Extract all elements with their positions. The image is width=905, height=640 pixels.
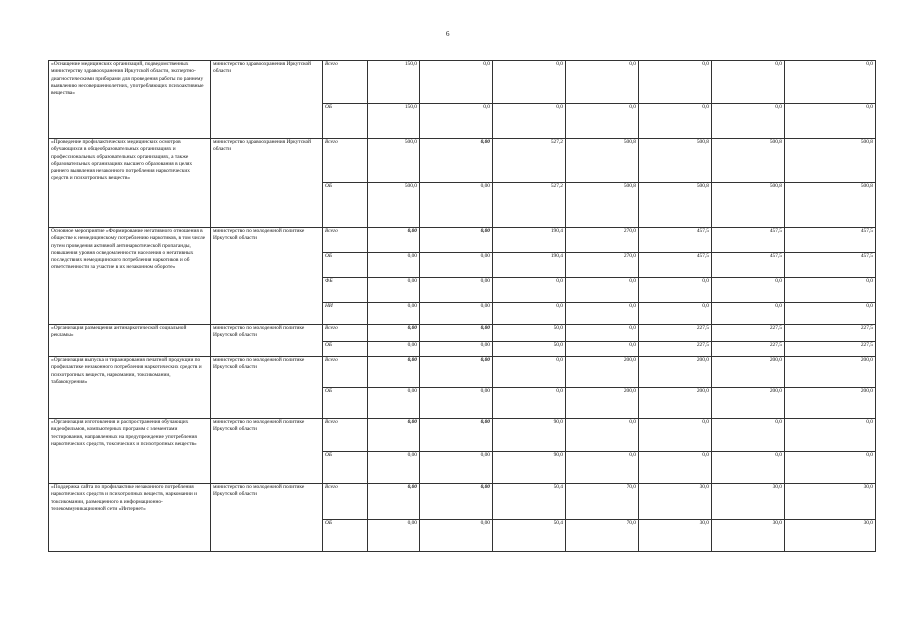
value-cell: 227,5 [712,325,785,342]
value-cell: 0,0 [566,61,639,104]
value-cell: 150,0 [368,61,420,104]
value-cell: 457,5 [712,228,785,253]
value-cell: 0,00 [368,484,420,520]
value-cell: 0,00 [368,325,420,342]
value-cell: 0,00 [420,342,493,357]
activity-description: Основное мероприятие «Формирование негативного отношения в обществе к немедицинскому потреблению наркотиков, в том числе путем проведения активной антинаркотической пропаганды, повышения уровня осведомленности населения о негативных последствиях немедицинского потребления наркотиков и об ответственности за участие в их незаконном обороте» [49,228,211,325]
value-cell: 200,0 [785,357,876,388]
value-cell: 0,00 [420,484,493,520]
value-cell: 0,0 [712,419,785,452]
value-cell: 0,0 [639,61,712,104]
value-cell: 0,00 [420,357,493,388]
value-cell: 0,00 [420,183,493,228]
value-cell: 0,0 [639,303,712,325]
funding-source: НИ [323,303,368,325]
value-cell: 0,00 [368,278,420,303]
value-cell: 0,00 [420,388,493,419]
executor-cell: министерство по молодежной политике Иркутской области [211,419,323,484]
value-cell: 0,0 [420,61,493,104]
value-cell: 200,0 [566,388,639,419]
value-cell: 0,00 [368,388,420,419]
value-cell: 0,0 [785,419,876,452]
value-cell: 30,0 [712,520,785,552]
activity-description: «Оснащение медицинских организаций, подведомственных министерству здравоохранения Иркутской области, экспертно-диагностическими приборами для проведения работы по раннему выявлению несовершеннолетних, употребляющих психоактивные вещества» [49,61,211,139]
value-cell: 0,0 [493,278,566,303]
value-cell: 227,5 [639,342,712,357]
value-cell: 200,0 [712,388,785,419]
value-cell: 227,5 [785,342,876,357]
value-cell: 500,8 [712,183,785,228]
budget-table [48,60,876,552]
value-cell: 0,00 [420,419,493,452]
executor-cell: министерство по молодежной политике Иркутской области [211,325,323,357]
executor-cell: министерство здравоохранения Иркутской области [211,61,323,139]
activity-description: «Поддержка сайта по профилактике незаконного потребления наркотических средств и психотропных веществ, наркомании и токсикомании, размещенного в информационно-телекоммуникационной сети «Интернет» [49,484,211,552]
value-cell: 70,0 [566,484,639,520]
value-cell: 50,4 [493,484,566,520]
value-cell: 500,8 [785,183,876,228]
funding-source: ОБ [323,183,368,228]
value-cell: 227,5 [712,342,785,357]
value-cell: 0,00 [368,419,420,452]
activity-description: «Организация изготовления и распространения обучающих видеофильмов, компьютерных программ с элементами тестирования, направленных на предупреждение употребления наркотических средств, токсических и психотропных веществ» [49,419,211,484]
value-cell: 270,0 [566,253,639,278]
value-cell: 200,0 [639,357,712,388]
value-cell: 0,0 [785,61,876,104]
value-cell: 500,0 [368,183,420,228]
value-cell: 0,0 [639,452,712,484]
funding-source: ФБ [323,278,368,303]
funding-source: ОБ [323,104,368,139]
table-row [49,484,876,520]
value-cell: 457,5 [785,228,876,253]
value-cell: 0,0 [566,278,639,303]
value-cell: 457,5 [639,228,712,253]
value-cell: 527,2 [493,183,566,228]
value-cell: 0,0 [712,104,785,139]
value-cell: 0,0 [639,104,712,139]
value-cell: 30,0 [639,484,712,520]
value-cell: 50,0 [493,325,566,342]
value-cell: 457,5 [712,253,785,278]
value-cell: 50,4 [493,520,566,552]
value-cell: 0,00 [420,520,493,552]
value-cell: 90,0 [493,452,566,484]
value-cell: 200,0 [785,388,876,419]
value-cell: 0,0 [712,61,785,104]
funding-source: ОБ [323,452,368,484]
table-row [49,357,876,388]
activity-description: «Проведение профилактических медицинских осмотров обучающихся в общеобразовательных организациях и профессиональных образовательных организациях, а также образовательных организациях высшего образования в целях раннего выявления незаконного потребления наркотических средств и психотропных веществ» [49,139,211,228]
funding-source: Всего [323,357,368,388]
table-row [49,139,876,183]
value-cell: 150,0 [368,104,420,139]
value-cell: 0,0 [712,278,785,303]
value-cell: 0,0 [785,452,876,484]
value-cell: 90,0 [493,419,566,452]
value-cell: 500,0 [368,139,420,183]
value-cell: 200,0 [566,357,639,388]
value-cell: 190,4 [493,228,566,253]
value-cell: 0,0 [493,61,566,104]
funding-source: Всего [323,325,368,342]
value-cell: 0,0 [566,325,639,342]
value-cell: 0,00 [420,253,493,278]
value-cell: 0,0 [566,104,639,139]
value-cell: 457,5 [785,253,876,278]
value-cell: 0,00 [368,303,420,325]
value-cell: 0,00 [420,325,493,342]
activity-description: «Организация выпуска и тиражирования печатной продукции по профилактике незаконного потребления наркотических средств и психотропных веществ, наркомании, токсикомании, табакокурения» [49,357,211,419]
value-cell: 0,0 [493,357,566,388]
value-cell: 527,2 [493,139,566,183]
executor-cell: министерство по молодежной политике Иркутской области [211,357,323,419]
value-cell: 500,8 [639,183,712,228]
value-cell: 0,00 [368,253,420,278]
value-cell: 200,0 [712,357,785,388]
value-cell: 500,8 [785,139,876,183]
value-cell: 0,0 [712,452,785,484]
value-cell: 0,0 [712,303,785,325]
value-cell: 0,0 [785,104,876,139]
value-cell: 0,00 [420,278,493,303]
table-row [49,325,876,342]
value-cell: 50,0 [493,342,566,357]
value-cell: 0,00 [368,520,420,552]
funding-source: Всего [323,484,368,520]
value-cell: 30,0 [785,484,876,520]
executor-cell: министерство по молодежной политике Иркутской области [211,484,323,552]
value-cell: 0,0 [566,303,639,325]
value-cell: 0,00 [420,139,493,183]
activity-description: «Организация размещения антинаркотической социальной рекламы» [49,325,211,357]
value-cell: 0,0 [420,104,493,139]
value-cell: 0,0 [493,303,566,325]
value-cell: 190,4 [493,253,566,278]
funding-source: Всего [323,419,368,452]
funding-source: Всего [323,228,368,253]
funding-source: ОБ [323,520,368,552]
funding-source: ОБ [323,253,368,278]
table-row [49,61,876,104]
funding-source: ОБ [323,342,368,357]
value-cell: 0,00 [368,357,420,388]
value-cell: 0,0 [566,419,639,452]
page-number: 6 [446,30,450,38]
table-body [49,61,876,552]
value-cell: 0,0 [566,452,639,484]
value-cell: 0,00 [420,228,493,253]
value-cell: 227,5 [785,325,876,342]
funding-source: ОБ [323,388,368,419]
value-cell: 0,00 [368,342,420,357]
table-row [49,228,876,253]
value-cell: 0,0 [639,278,712,303]
value-cell: 30,0 [639,520,712,552]
value-cell: 0,00 [368,452,420,484]
executor-cell: министерство по молодежной политике Иркутской области [211,228,323,325]
value-cell: 0,0 [566,342,639,357]
funding-source: Всего [323,139,368,183]
value-cell: 270,0 [566,228,639,253]
value-cell: 0,0 [493,388,566,419]
value-cell: 0,0 [639,419,712,452]
value-cell: 0,00 [368,228,420,253]
value-cell: 0,0 [785,278,876,303]
value-cell: 0,00 [420,452,493,484]
value-cell: 30,0 [712,484,785,520]
table-row [49,419,876,452]
value-cell: 500,8 [566,183,639,228]
value-cell: 227,5 [639,325,712,342]
value-cell: 500,8 [566,139,639,183]
value-cell: 200,0 [639,388,712,419]
value-cell: 30,0 [785,520,876,552]
value-cell: 457,5 [639,253,712,278]
value-cell: 0,0 [493,104,566,139]
funding-source: Всего [323,61,368,104]
executor-cell: министерство здравоохранения Иркутской области [211,139,323,228]
value-cell: 0,00 [420,303,493,325]
value-cell: 500,8 [712,139,785,183]
value-cell: 70,0 [566,520,639,552]
value-cell: 0,0 [785,303,876,325]
value-cell: 500,8 [639,139,712,183]
